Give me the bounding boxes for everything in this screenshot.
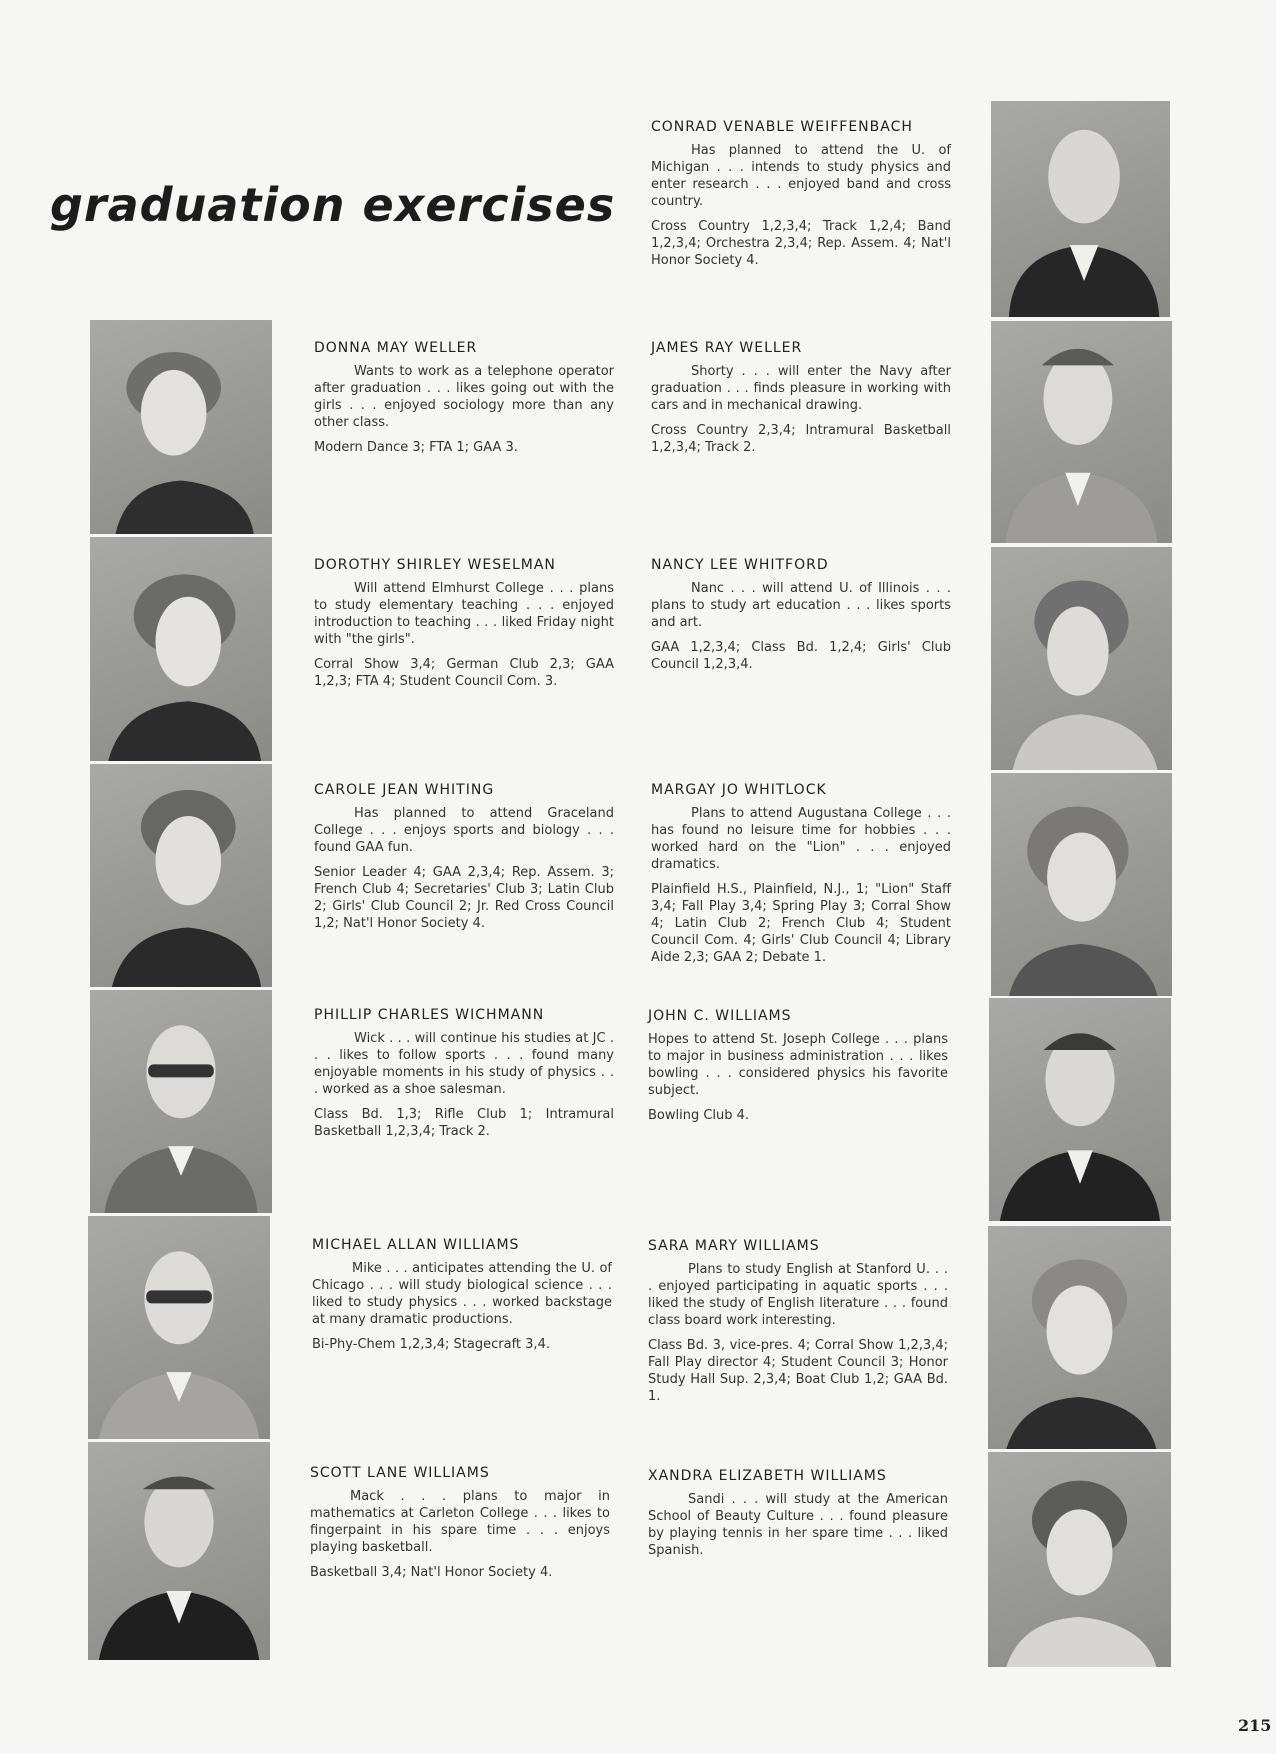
student-name: PHILLIP CHARLES WICHMANN <box>314 1007 545 1023</box>
student-name: DOROTHY SHIRLEY WESELMAN <box>314 557 556 573</box>
portrait-whitford <box>991 547 1172 770</box>
student-activities: Plainfield H.S., Plainfield, N.J., 1; "Lion" Staff 3,4; Fall Play 3,4; Spring Play 3; Corral Show 4; Latin Club 2; French Club 4; Student Council Com. 4; Girls' Club Council 4; Library Aide 2,3; GAA 2; Debate 1. <box>651 882 951 965</box>
entry-sara-williams <box>648 1238 948 1405</box>
student-blurb: Wick . . . will continue his studies at JC . . . likes to follow sports . . . found many enjoyable moments in his study of physics . . . worked as a shoe salesman. <box>314 1031 614 1097</box>
student-blurb: Mack . . . plans to major in mathematics at Carleton College . . . likes to fingerpaint in his spare time . . . enjoys playing basketball. <box>310 1489 610 1555</box>
student-activities: Cross Country 1,2,3,4; Track 1,2,4; Band 1,2,3,4; Orchestra 2,3,4; Rep. Assem. 4; Nat'l Honor Society 4. <box>651 219 951 268</box>
entry-james-weller <box>651 340 951 456</box>
student-activities: Bowling Club 4. <box>648 1108 750 1123</box>
student-name: NANCY LEE WHITFORD <box>651 557 829 573</box>
student-activities: Class Bd. 1,3; Rifle Club 1; Intramural Basketball 1,2,3,4; Track 2. <box>314 1107 614 1139</box>
portrait-scott-williams <box>88 1442 270 1660</box>
student-blurb: Mike . . . anticipates attending the U. of Chicago . . . will study biological science . . . liked to study physics . . . worked backstage at many dramatic productions. <box>312 1261 612 1327</box>
student-activities: Modern Dance 3; FTA 1; GAA 3. <box>314 440 518 455</box>
student-name: DONNA MAY WELLER <box>314 340 478 356</box>
student-activities: GAA 1,2,3,4; Class Bd. 1,2,4; Girls' Club Council 1,2,3,4. <box>651 640 951 672</box>
student-blurb: Shorty . . . will enter the Navy after graduation . . . finds pleasure in working with cars and in mechanical drawing. <box>651 364 951 413</box>
student-activities: Basketball 3,4; Nat'l Honor Society 4. <box>310 1565 553 1580</box>
student-activities: Class Bd. 3, vice-pres. 4; Corral Show 1,2,3,4; Fall Play director 4; Student Council 3; Honor Study Hall Sup. 2,3,4; Boat Club 1,2; GAA Bd. 1. <box>648 1338 948 1404</box>
student-name: CONRAD VENABLE WEIFFENBACH <box>651 119 913 135</box>
portrait-james-weller <box>991 321 1172 543</box>
student-blurb: Plans to study English at Stanford U. . . . enjoyed participating in aquatic sports . . . liked the study of English literature . . . found class board work interesting. <box>648 1262 948 1328</box>
entry-michael-williams <box>312 1237 612 1353</box>
student-blurb: Sandi . . . will study at the American School of Beauty Culture . . . found pleasure by playing tennis in her spare time . . . liked Spanish. <box>648 1492 948 1558</box>
entry-donna-weller <box>314 340 614 456</box>
student-blurb: Nanc . . . will attend U. of Illinois . . . plans to study art education . . . likes sports and art. <box>651 581 951 630</box>
student-activities: Cross Country 2,3,4; Intramural Basketball 1,2,3,4; Track 2. <box>651 423 951 455</box>
student-name: CAROLE JEAN WHITING <box>314 782 495 798</box>
student-name: JAMES RAY WELLER <box>651 340 803 356</box>
page-title: graduation exercises <box>50 178 616 232</box>
portrait-sara-williams <box>988 1226 1171 1449</box>
entry-xandra-williams <box>648 1468 948 1567</box>
portrait-donna-weller <box>90 320 272 534</box>
page-number: 215 <box>1238 1716 1272 1735</box>
portrait-weselman <box>90 537 272 761</box>
student-name: MARGAY JO WHITLOCK <box>651 782 827 798</box>
portrait-john-williams <box>989 998 1171 1221</box>
student-blurb: Plans to attend Augustana College . . . has found no leisure time for hobbies . . . worked hard on the "Lion" . . . enjoyed dramatics. <box>651 806 951 872</box>
portrait-michael-williams <box>88 1216 270 1439</box>
entry-weiffenbach <box>651 119 951 269</box>
student-blurb: Hopes to attend St. Joseph College . . . plans to major in business administration . . . likes bowling . . . considered physics his favorite subject. <box>648 1032 948 1098</box>
student-name: MICHAEL ALLAN WILLIAMS <box>312 1237 520 1253</box>
student-activities: Bi-Phy-Chem 1,2,3,4; Stagecraft 3,4. <box>312 1337 550 1352</box>
portrait-wichmann <box>90 990 272 1213</box>
portrait-whitlock <box>991 773 1172 996</box>
portrait-xandra-williams <box>988 1452 1171 1667</box>
portrait-whiting <box>90 764 272 987</box>
entry-scott-williams <box>310 1465 610 1581</box>
entry-weselman <box>314 557 614 690</box>
entry-whitlock <box>651 782 951 966</box>
portrait-weiffenbach <box>991 101 1170 317</box>
student-blurb: Has planned to attend the U. of Michigan . . . intends to study physics and enter research . . . enjoyed band and cross country. <box>651 143 951 209</box>
student-blurb: Has planned to attend Graceland College . . . enjoys sports and biology . . . found GAA fun. <box>314 806 614 855</box>
student-blurb: Wants to work as a telephone operator after graduation . . . likes going out with the girls . . . enjoyed sociology more than any other class. <box>314 364 614 430</box>
student-blurb: Will attend Elmhurst College . . . plans to study elementary teaching . . . enjoyed introduction to teaching . . . liked Friday night with "the girls". <box>314 581 614 647</box>
student-activities: Senior Leader 4; GAA 2,3,4; Rep. Assem. 3; French Club 4; Secretaries' Club 3; Latin Club 2; Girls' Club Council 2; Jr. Red Cross Council 1,2; Nat'l Honor Society 4. <box>314 865 614 931</box>
entry-john-williams <box>648 1008 948 1124</box>
entry-whitford <box>651 557 951 673</box>
entry-whiting <box>314 782 614 932</box>
student-name: XANDRA ELIZABETH WILLIAMS <box>648 1468 887 1484</box>
entry-wichmann <box>314 1007 614 1140</box>
student-name: SCOTT LANE WILLIAMS <box>310 1465 490 1481</box>
student-name: JOHN C. WILLIAMS <box>648 1008 792 1024</box>
student-name: SARA MARY WILLIAMS <box>648 1238 820 1254</box>
student-activities: Corral Show 3,4; German Club 2,3; GAA 1,2,3; FTA 4; Student Council Com. 3. <box>314 657 614 689</box>
